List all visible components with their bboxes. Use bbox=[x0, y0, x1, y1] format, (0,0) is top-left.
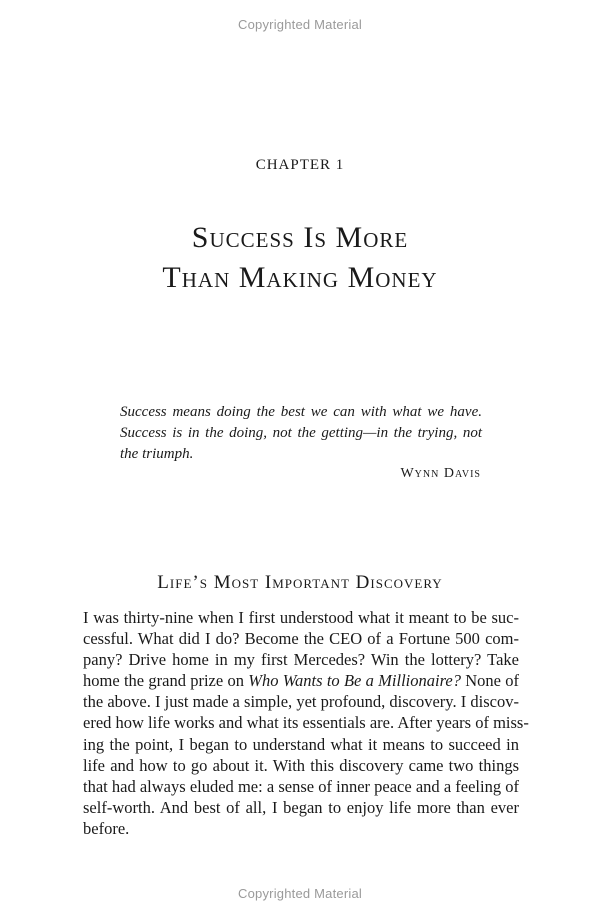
epigraph-line-3: the triumph. bbox=[120, 446, 194, 462]
body-line-segment: None of bbox=[460, 671, 520, 691]
copyright-watermark-top: Copyrighted Material bbox=[238, 17, 362, 32]
chapter-label: CHAPTER 1 bbox=[255, 157, 345, 173]
body-line: that had always eluded me: a sense of inner peace and a feeling of bbox=[83, 776, 519, 796]
chapter-title-line-1: Success Is More bbox=[191, 221, 409, 254]
book-title-italic: Who Wants to Be a Millionaire? bbox=[248, 671, 461, 691]
body-line: before. bbox=[83, 818, 130, 838]
epigraph-quote bbox=[120, 402, 482, 465]
chapter-title bbox=[0, 218, 600, 298]
body-line: ered how life works and what its essentials are. After years of miss- bbox=[83, 713, 529, 733]
body-line: ing the point, I began to understand what it means to succeed in bbox=[83, 734, 519, 754]
body-line: life and how to go about it. With this discovery came two things bbox=[83, 755, 519, 775]
section-heading: Life’s Most Important Discovery bbox=[157, 572, 443, 593]
body-line: cessful. What did I do? Become the CEO of a Fortune 500 com- bbox=[83, 629, 519, 649]
body-line: self-worth. And best of all, I began to enjoy life more than ever bbox=[83, 797, 519, 817]
body-line bbox=[83, 670, 519, 691]
copyright-watermark-bottom: Copyrighted Material bbox=[238, 886, 362, 901]
body-line-segment: home the grand prize on bbox=[83, 671, 249, 691]
body-line: pany? Drive home in my first Mercedes? Win the lottery? Take bbox=[83, 650, 519, 670]
body-line: the above. I just made a simple, yet profound, discovery. I discov- bbox=[83, 692, 519, 712]
epigraph-line-2: Success is in the doing, not the getting—in the trying, not bbox=[120, 425, 482, 441]
epigraph-line-1: Success means doing the best we can with what we have. bbox=[120, 404, 482, 420]
chapter-title-line-2: Than Making Money bbox=[162, 261, 438, 294]
body-line: I was thirty-nine when I first understood what it meant to be suc- bbox=[83, 608, 519, 627]
body-paragraph bbox=[83, 607, 529, 839]
epigraph-author: Wynn Davis bbox=[400, 466, 481, 481]
